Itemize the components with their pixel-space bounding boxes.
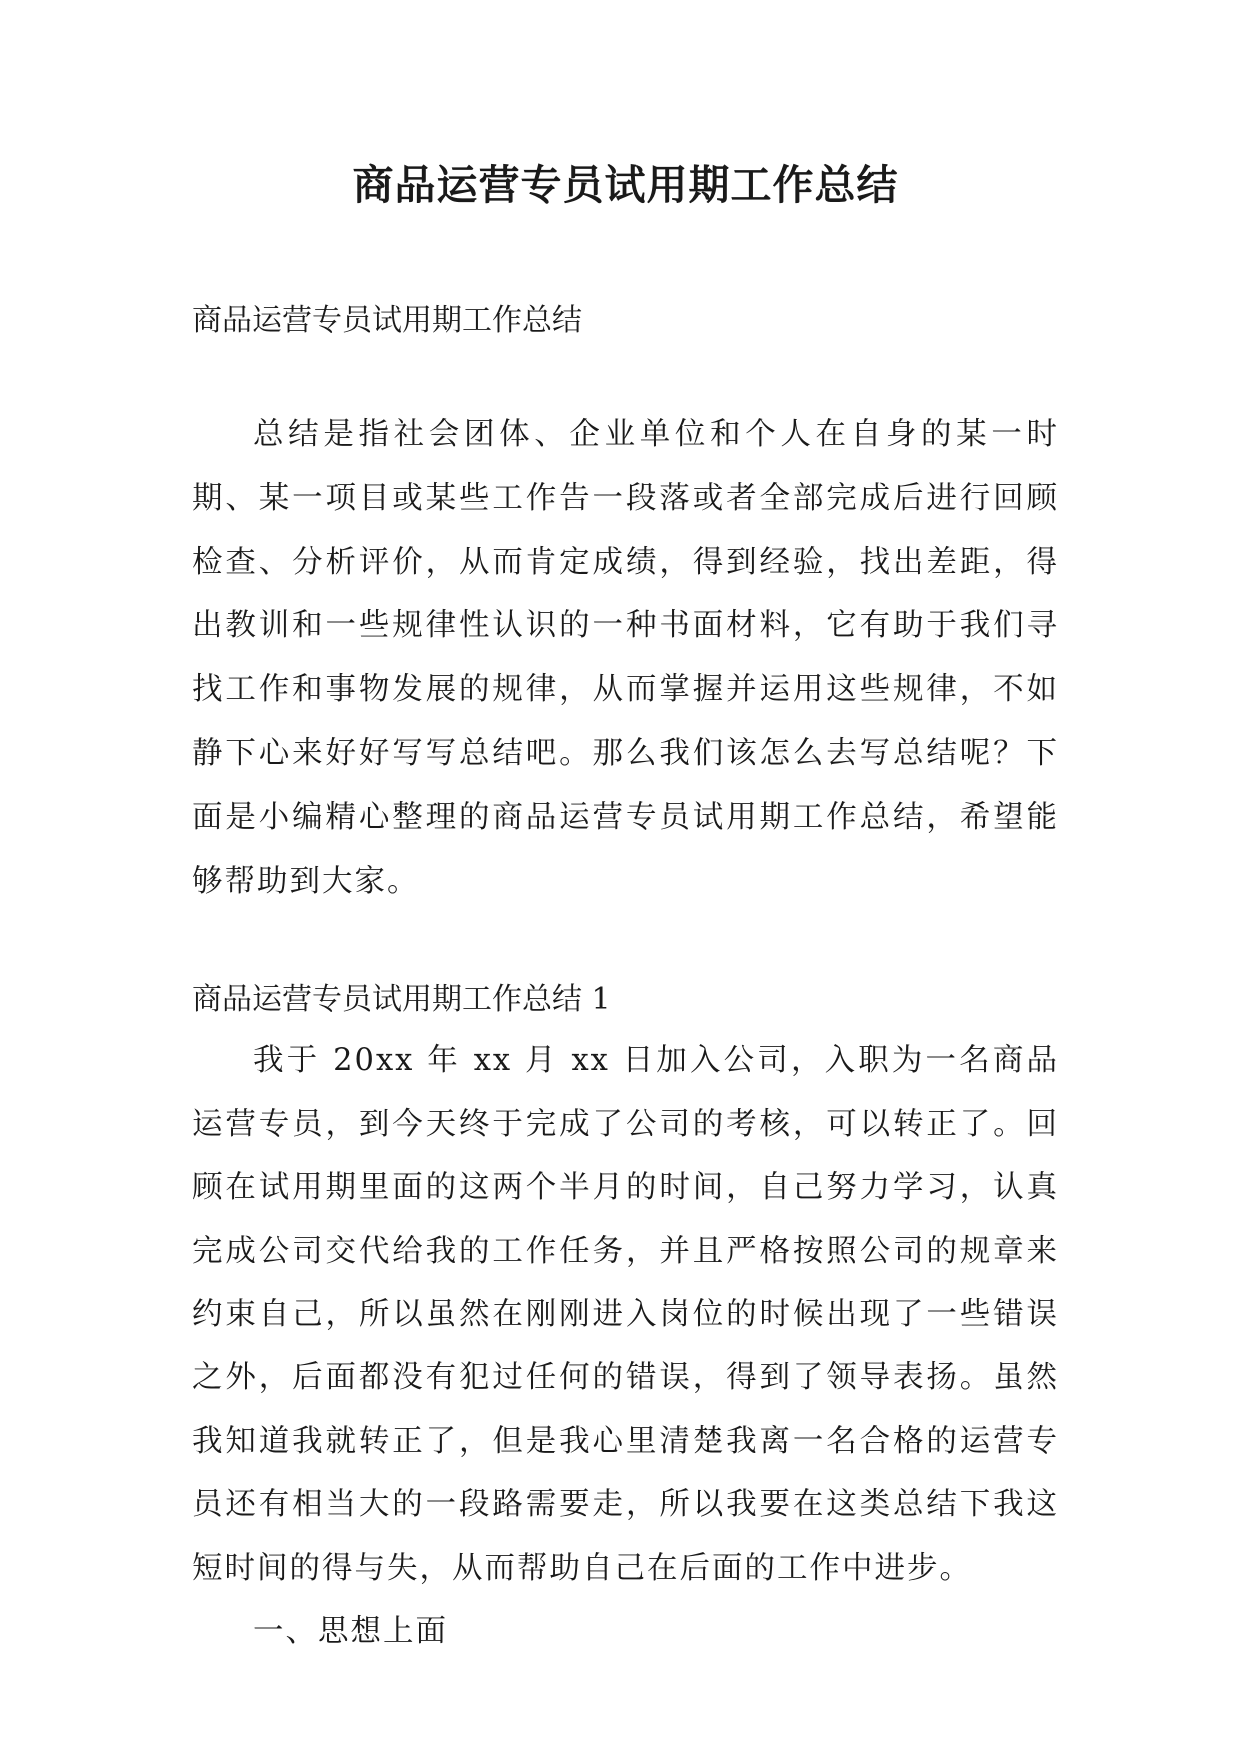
list-heading: 一、思想上面 [253,1614,448,1650]
section-heading: 商品运营专员试用期工作总结 1 [192,982,611,1018]
section-paragraph: 我于 20xx 年 xx 月 xx 日加入公司，入职为一名商品运营专员，到今天终于完成了公司的考核，可以转正了。回顾在试用期里面的这两个半月的时间，自己努力学习，认真完成公司交代给我的工作任务，并且严格按照公司的规章来约束自己，所以虽然在刚刚进入岗位的时候出现了一些错误之外，后面都没有犯过任何的错误，得到了领导表扬。虽然我知道我就转正了，但是我心里清楚我离一名合格的运营专员还有相当大的一段路需要走，所以我要在这类总结下我这短时间的得与失，从而帮助自己在后面的工作中进步。 [192,1043,1059,1586]
document-title: 商品运营专员试用期工作总结 [352,161,899,209]
intro-paragraph: 总结是指社会团体、企业单位和个人在自身的某一时期、某一项目或某些工作告一段落或者全部完成后进行回顾检查、分析评价，从而肯定成绩，得到经验，找出差距，得出教训和一些规律性认识的一种书面材料，它有助于我们寻找工作和事物发展的规律，从而掌握并运用这些规律，不如静下心来好好写写总结吧。那么我们该怎么去写总结呢？下面是小编精心整理的商品运营专员试用期工作总结，希望能够帮助到大家。 [192,417,1059,899]
document-subtitle: 商品运营专员试用期工作总结 [192,303,582,338]
